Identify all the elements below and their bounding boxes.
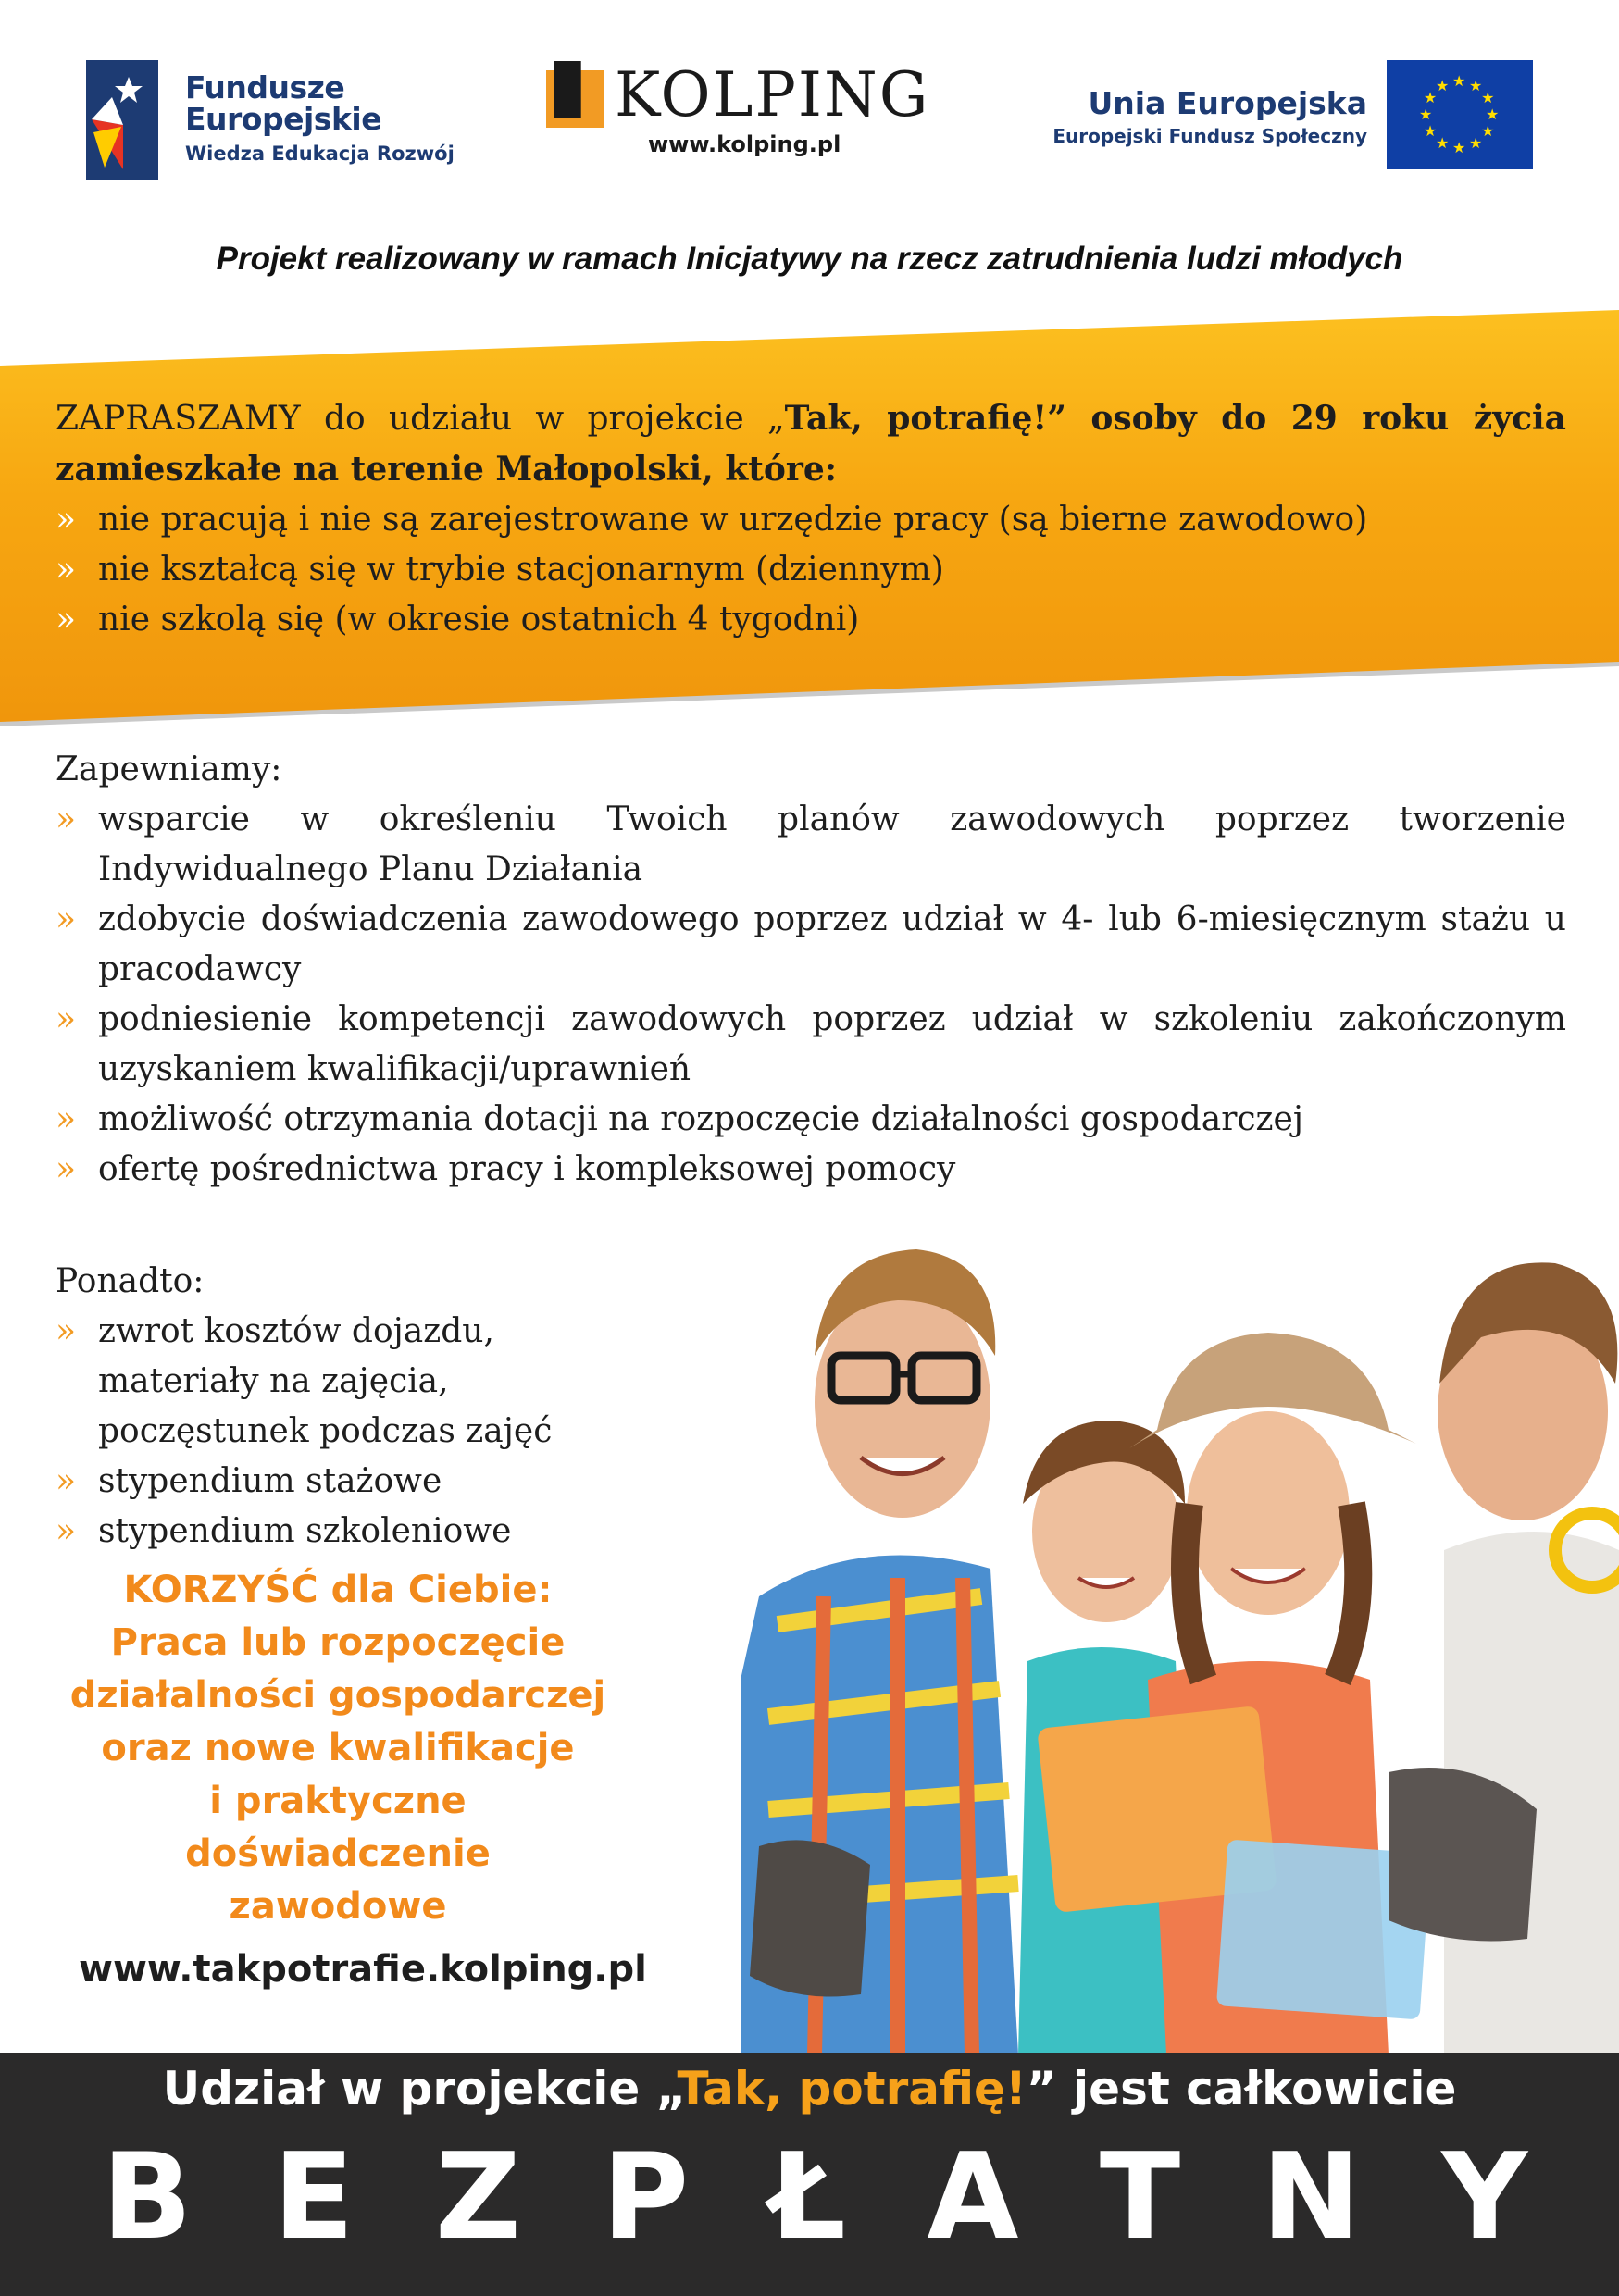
list-item — [56, 995, 1566, 1095]
extra-list — [56, 1307, 574, 1557]
footer-letter: T — [1099, 2128, 1181, 2266]
kolping-url: www.kolping.pl — [648, 131, 841, 157]
eu-star-icon: ★ — [1436, 76, 1450, 94]
benefit-line: działalności gospodarczej — [69, 1674, 606, 1717]
benefit-callout — [65, 1564, 611, 1933]
eu-star-icon: ★ — [1481, 122, 1495, 140]
list-item — [56, 1307, 574, 1457]
footer-letter: Z — [435, 2128, 521, 2266]
list-item — [56, 1507, 574, 1557]
lead-project-title: Tak, potrafię! — [784, 399, 1048, 438]
unia-europejska-text — [1052, 85, 1367, 147]
bullet-icon: » — [56, 1100, 77, 1138]
eu-star-icon: ★ — [1436, 134, 1450, 153]
footer-project-title: Tak, potrafię! — [677, 2062, 1027, 2116]
fe-line-1: Fundusze — [185, 69, 345, 105]
eligibility-list — [56, 495, 1566, 645]
benefit-line: i praktyczne doświadczenie — [185, 1780, 491, 1875]
project-subtitle: Projekt realizowany w ramach Inicjatywy na rzecz zatrudnienia ludzi młodych — [216, 241, 1403, 277]
list-item — [56, 895, 1566, 995]
invitation-text — [56, 393, 1566, 645]
benefit-line: Praca lub rozpoczęcie — [110, 1621, 566, 1664]
extra-heading: Ponadto: — [56, 1262, 205, 1300]
list-item — [56, 1145, 1566, 1195]
eu-flag-icon — [1387, 60, 1533, 169]
list-item-text: ofertę pośrednictwa pracy i kompleksowej pomocy — [98, 1150, 956, 1188]
fe-line-3: Wiedza Edukacja Rozwój — [185, 143, 455, 165]
bullet-icon: » — [56, 501, 77, 539]
list-item-text: zwrot kosztów dojazdu, materiały na zajęcia, poczęstunek podczas zajęć — [98, 1312, 553, 1450]
kolping-wordmark: KOLPING — [615, 59, 930, 130]
list-item — [56, 1457, 574, 1507]
offer-list — [56, 795, 1566, 1195]
lead-plain: ZAPRASZAMY do udziału w projekcie „ — [56, 400, 785, 438]
benefit-line: KORZYŚĆ dla Ciebie: — [123, 1569, 553, 1611]
list-item-text: stypendium stażowe — [98, 1462, 442, 1500]
ue-line-1: Unia Europejska — [1088, 85, 1367, 121]
offer-section — [56, 745, 1566, 1195]
benefit-line: zawodowe — [229, 1885, 447, 1928]
bullet-icon: » — [56, 1462, 77, 1500]
list-item — [56, 545, 1566, 595]
fe-line-2: Europejskie — [185, 101, 382, 137]
benefit-line: oraz nowe kwalifikacje — [101, 1727, 575, 1769]
bullet-icon: » — [56, 1512, 77, 1550]
eu-star-icon: ★ — [1419, 105, 1433, 123]
eu-star-icon: ★ — [1481, 89, 1495, 106]
footer-letter: Ł — [769, 2128, 846, 2266]
eu-star-icon: ★ — [1469, 76, 1483, 94]
bullet-icon: » — [56, 1150, 77, 1188]
list-item-text: zdobycie doświadczenia zawodowego poprzez udział w 4- lub 6-miesięcznym stażu u pracodawcy — [98, 900, 1566, 988]
fundusze-europejskie-text — [185, 69, 455, 165]
fundusze-europejskie-logo — [86, 60, 158, 180]
footer-letter: E — [273, 2128, 355, 2266]
bullet-icon: » — [56, 551, 77, 589]
bullet-icon: » — [56, 900, 77, 938]
eu-star-icon: ★ — [1452, 139, 1466, 156]
footer-letter: P — [602, 2128, 690, 2266]
kolping-logo — [544, 61, 933, 163]
list-item-text: nie szkolą się (w okresie ostatnich 4 tygodni) — [98, 601, 860, 639]
eu-star-icon: ★ — [1452, 72, 1466, 90]
list-item — [56, 795, 1566, 895]
footer-tagline — [0, 2062, 1619, 2116]
list-item-text: nie kształcą się w trybie stacjonarnym (dziennym) — [98, 551, 944, 589]
footer-letter: B — [102, 2128, 193, 2266]
list-item — [56, 595, 1566, 645]
ue-line-2: Europejski Fundusz Społeczny — [1052, 125, 1367, 147]
footer-letter: A — [927, 2128, 1019, 2266]
invitation-lead — [56, 393, 1566, 495]
offer-heading: Zapewniamy: — [56, 751, 282, 788]
list-item — [56, 495, 1566, 545]
list-item-text: podniesienie kompetencji zawodowych poprzez udział w szkoleniu zakończonym uzyskaniem kwalifikacji/uprawnień — [98, 1000, 1566, 1088]
list-item-text: nie pracują i nie są zarejestrowane w urzędzie pracy (są bierne zawodowo) — [98, 501, 1368, 539]
eu-star-icon: ★ — [1423, 89, 1438, 106]
website-link[interactable]: www.takpotrafie.kolping.pl — [79, 1948, 647, 1991]
footer-letter: Y — [1441, 2128, 1527, 2266]
eu-star-icon: ★ — [1423, 122, 1438, 140]
footer-letter: N — [1261, 2128, 1361, 2266]
bullet-icon: » — [56, 1000, 77, 1038]
eu-star-icon: ★ — [1469, 134, 1483, 153]
footer-before: Udział w projekcie „ — [162, 2062, 678, 2116]
footer-free-word — [102, 2128, 1527, 2266]
footer-after: ” jest całkowicie — [1026, 2062, 1457, 2116]
lead-bold: ” osoby do 29 roku życia zamieszkałe na terenie Małopolski, które: — [56, 399, 1566, 489]
extra-section — [56, 1257, 889, 1557]
list-item-text: stypendium szkoleniowe — [98, 1512, 512, 1550]
list-item-text: wsparcie w określeniu Twoich planów zawodowych poprzez tworzenie Indywidualnego Planu Działania — [98, 800, 1566, 888]
bullet-icon: » — [56, 601, 77, 639]
bullet-icon: » — [56, 1312, 77, 1350]
header — [0, 0, 1619, 194]
bullet-icon: » — [56, 800, 77, 838]
eu-star-icon: ★ — [1486, 105, 1500, 123]
list-item-text: możliwość otrzymania dotacji na rozpoczęcie działalności gospodarczej — [98, 1100, 1303, 1138]
list-item — [56, 1095, 1566, 1145]
